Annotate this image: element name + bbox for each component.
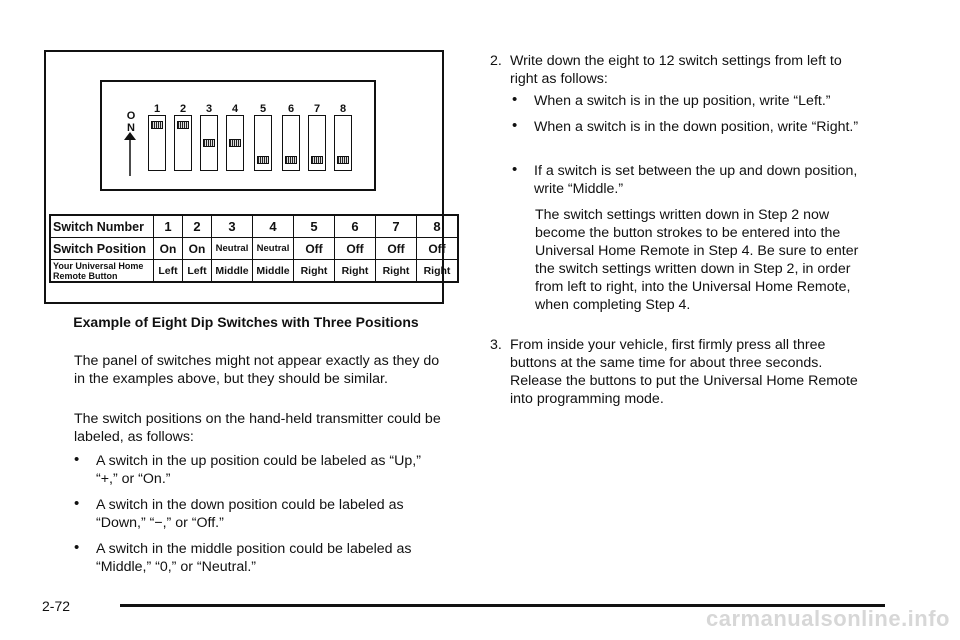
table-cell: Left — [154, 260, 183, 283]
on-direction-label — [124, 110, 138, 134]
on-label-o: O — [126, 110, 136, 122]
step-2 — [490, 52, 870, 88]
switch-knob — [311, 156, 323, 164]
list-item: • If a switch is set between the up and down position, write “Middle.” — [512, 162, 882, 198]
table-row — [50, 260, 458, 283]
switch-number-label: 4 — [231, 103, 239, 115]
table-cell: Off — [335, 238, 376, 260]
table-cell: Right — [417, 260, 459, 283]
switch-knob — [203, 139, 215, 147]
dip-switch — [334, 115, 352, 171]
table-cell: Middle — [212, 260, 253, 283]
switch-number-label: 2 — [179, 103, 187, 115]
table-cell: Left — [183, 260, 212, 283]
table-cell: Off — [294, 238, 335, 260]
dip-switch — [308, 115, 326, 171]
watermark: carmanualsonline.info — [706, 606, 950, 631]
figure-caption: Example of Eight Dip Switches with Three Positions — [73, 314, 419, 330]
switch-number-header: Switch Number — [50, 215, 154, 238]
table-cell: 2 — [183, 215, 212, 238]
step-text: From inside your vehicle, first firmly press all three buttons at the same time for about three seconds. Release the buttons to put the Universal Home Remote into programming mode. — [510, 337, 858, 407]
table-cell: 6 — [335, 215, 376, 238]
switch-number-label: 3 — [205, 103, 213, 115]
table-row — [50, 238, 458, 260]
switch-number-label: 8 — [339, 103, 347, 115]
step-3 — [490, 336, 870, 408]
list-item: • A switch in the middle position could be labeled as “Middle,” “0,” or “Neutral.” — [74, 540, 444, 576]
switch-knob — [177, 121, 189, 129]
table-row — [50, 215, 458, 238]
step-number: 3. — [490, 337, 502, 353]
switch-knob — [337, 156, 349, 164]
table-cell: Off — [417, 238, 459, 260]
remote-button-header: Your Universal Home Remote Button — [50, 260, 154, 283]
table-cell: Right — [294, 260, 335, 283]
on-label-n: N — [127, 122, 135, 134]
switch-knob — [151, 121, 163, 129]
table-cell: Neutral — [212, 238, 253, 260]
table-cell: Neutral — [253, 238, 294, 260]
table-cell: 7 — [376, 215, 417, 238]
switch-knob — [285, 156, 297, 164]
switch-number-label: 6 — [287, 103, 295, 115]
table-cell: Right — [335, 260, 376, 283]
switch-position-header: Switch Position — [50, 238, 154, 260]
table-cell: 1 — [154, 215, 183, 238]
table-cell: On — [154, 238, 183, 260]
switch-knob — [257, 156, 269, 164]
switch-number-label: 7 — [313, 103, 321, 115]
step-number: 2. — [490, 53, 502, 69]
table-cell: 3 — [212, 215, 253, 238]
table-cell: 4 — [253, 215, 294, 238]
dip-switch — [282, 115, 300, 171]
page-number: 2-72 — [42, 598, 71, 614]
step-text: Write down the eight to 12 switch settings from left to right as follows: — [510, 53, 842, 87]
table-cell: 8 — [417, 215, 459, 238]
switch-number-label: 5 — [259, 103, 267, 115]
list-item: • A switch in the up position could be labeled as “Up,” “+,” or “On.” — [74, 452, 444, 488]
list-item: • A switch in the down position could be labeled as “Down,” “−,” or “Off.” — [74, 496, 444, 532]
table-cell: On — [183, 238, 212, 260]
switch-number-label: 1 — [153, 103, 161, 115]
table-cell: Right — [376, 260, 417, 283]
table-cell: 5 — [294, 215, 335, 238]
table-cell: Off — [376, 238, 417, 260]
dip-switch — [174, 115, 192, 171]
switch-knob — [229, 139, 241, 147]
switch-settings-table — [49, 214, 459, 283]
dip-switch — [148, 115, 166, 171]
dip-switch — [200, 115, 218, 171]
paragraph: The panel of switches might not appear exactly as they do in the examples above, but they should be similar. — [74, 353, 440, 387]
dip-switch — [254, 115, 272, 171]
list-item: • When a switch is in the up position, write “Left.” — [512, 92, 882, 110]
paragraph: The switch positions on the hand-held transmitter could be labeled, as follows: — [74, 411, 441, 445]
up-arrow-icon — [122, 132, 138, 176]
table-cell: Middle — [253, 260, 294, 283]
list-item: • When a switch is in the down position, write “Right.” — [512, 118, 882, 136]
dip-switch — [226, 115, 244, 171]
note-paragraph: The switch settings written down in Step 2 now become the button strokes to be entered into the Universal Home Remote in Step 4. Be sure to enter the switch settings written down in Step 2, in order from left to right, into the Universal Home Remote, when completing Step 4. — [535, 207, 859, 313]
